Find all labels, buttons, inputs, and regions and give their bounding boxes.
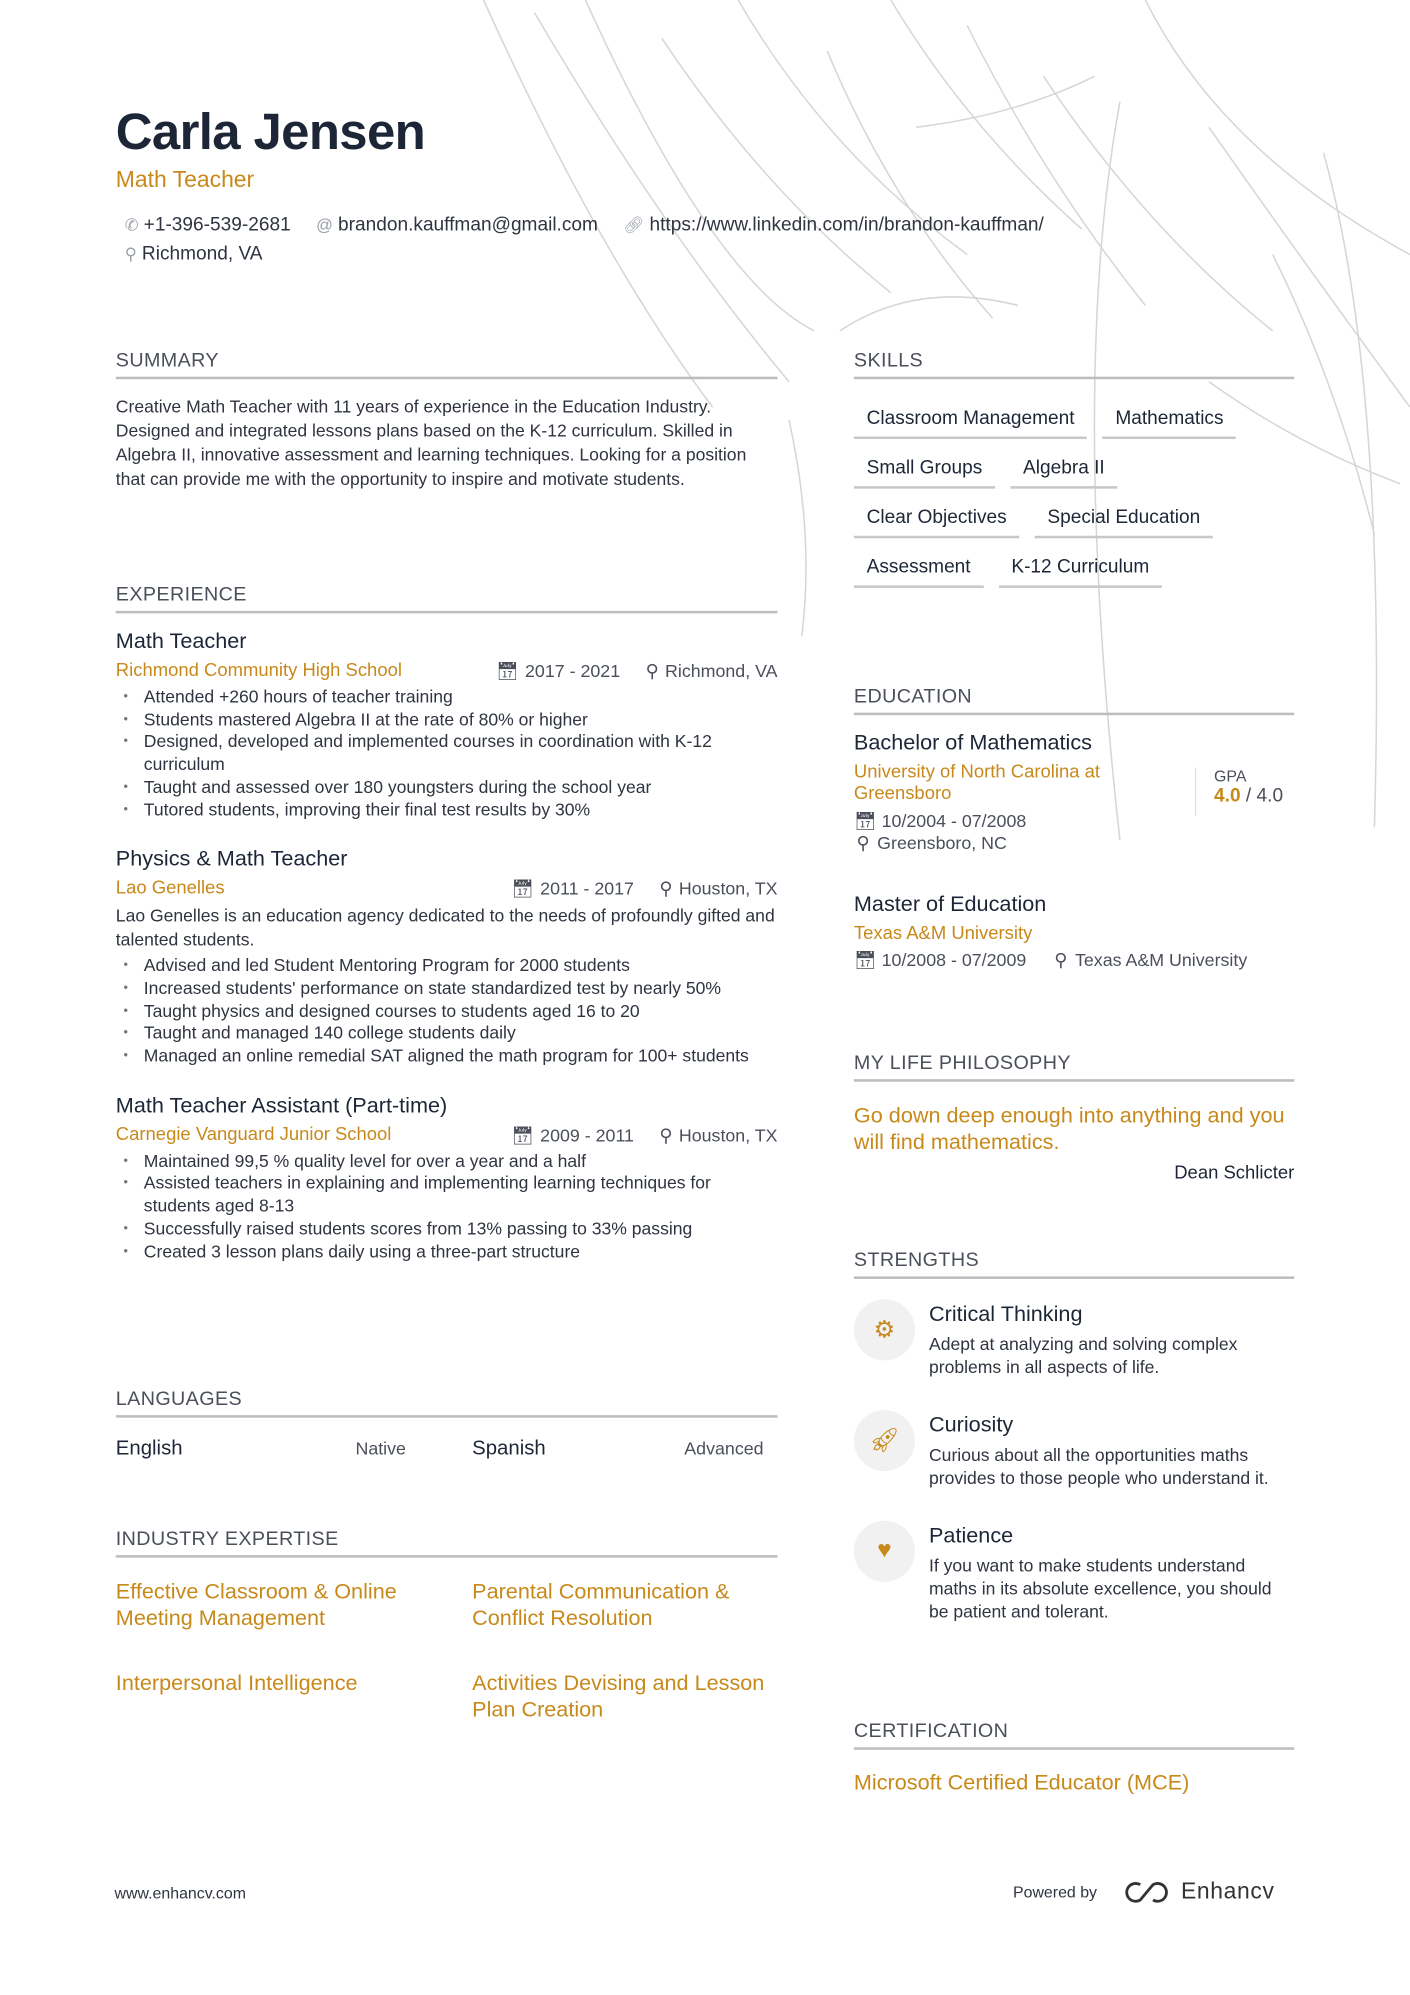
job-location: Houston, TX	[678, 1124, 778, 1146]
job-dates: 2011 - 2017	[540, 878, 634, 899]
calendar-icon: 📅︎	[496, 660, 519, 681]
philosophy-section	[854, 1052, 1294, 1183]
job-bullet: • Tutored students, improving their final test results by 30%	[116, 799, 778, 822]
company: Carnegie Vanguard Junior School	[115, 1124, 392, 1146]
footer-brand[interactable]	[1013, 1878, 1275, 1905]
job-entry	[116, 847, 778, 1068]
calendar-icon: 📅︎	[511, 1124, 534, 1146]
skill-tag: Small Groups	[854, 457, 995, 489]
candidate-role: Math Teacher	[115, 166, 255, 193]
calendar-icon: 📅︎	[853, 949, 877, 970]
link-icon: 🔗︎	[623, 215, 645, 235]
strengths-section	[854, 1250, 1294, 1657]
at-icon: @	[316, 215, 333, 235]
expertise-item: Parental Communication & Conflict Resolution	[472, 1579, 730, 1631]
strength-text: Adept at analyzing and solving complex problems in all aspects of life.	[928, 1334, 1238, 1377]
summary-section	[116, 350, 778, 491]
skills-section	[854, 350, 1294, 588]
job-bullet: • Created 3 lesson plans daily using a three-part structure	[116, 1240, 778, 1263]
company: Lao Genelles	[115, 878, 225, 899]
phone-icon: ✆	[124, 215, 139, 235]
powered-by-label: Powered by	[1012, 1882, 1098, 1901]
school: Texas A&M University	[853, 923, 1033, 945]
skill-tag: Mathematics	[1103, 407, 1237, 439]
calendar-icon: 📅︎	[511, 878, 534, 899]
job-bullet: • Students mastered Algebra II at the rate of 80% or higher	[116, 708, 778, 731]
strength-item	[854, 1523, 1294, 1624]
certification-item: Microsoft Certified Educator (MCE)	[853, 1770, 1190, 1795]
expertise-item: Interpersonal Intelligence	[115, 1670, 358, 1696]
job-bullet: • Assisted teachers in explaining and implementing learning techniques for students aged 8-13	[116, 1173, 778, 1218]
education-section	[854, 686, 1294, 971]
job-bullet: • Advised and led Student Mentoring Program for 2000 students	[116, 955, 778, 978]
language-item: Spanish Advanced	[472, 1438, 764, 1460]
strength-title: Patience	[928, 1523, 1014, 1548]
certification-section	[854, 1721, 1294, 1796]
degree: Bachelor of Mathematics	[853, 730, 1093, 755]
job-dates: 2009 - 2011	[540, 1124, 634, 1146]
job-bullet: • Attended +260 hours of teacher training	[116, 686, 778, 709]
candidate-name: Carla Jensen	[115, 104, 426, 161]
job-entry	[116, 1093, 778, 1263]
location: ⚲ Richmond, VA	[124, 243, 263, 265]
skill-tag: Clear Objectives	[854, 506, 1019, 538]
section-title: LANGUAGES	[116, 1388, 778, 1417]
language-item: English Native	[115, 1438, 406, 1460]
strength-title: Critical Thinking	[928, 1301, 1083, 1327]
location-icon: ⚲	[659, 1124, 673, 1146]
calendar-icon: 📅︎	[853, 810, 877, 832]
rocket-icon: 🚀︎	[854, 1410, 915, 1471]
strength-title: Curiosity	[928, 1412, 1014, 1437]
education-item: Bachelor of Mathematics University of North Carolina at Greensboro 📅︎ 10/2004 - 07/2008 ⚲ Greensboro, NC GPA 4.0 / 4.0	[854, 730, 1294, 853]
location-icon: ⚲	[659, 878, 673, 899]
expertise-item: Activities Devising and Lesson Plan Creation	[472, 1670, 765, 1722]
job-entry	[116, 629, 778, 821]
location-icon: ⚲	[856, 832, 870, 853]
education-item: Master of Education Texas A&M University 📅︎ 10/2008 - 07/2009 ⚲ Texas A&M University	[854, 892, 1294, 971]
job-bullet: • Taught and managed 140 college students daily	[116, 1022, 778, 1045]
skill-tag: Assessment	[854, 556, 983, 588]
location-icon: ⚲	[124, 244, 137, 264]
job-bullet: • Designed, developed and implemented courses in coordination with K-12 curriculum	[116, 731, 778, 776]
quote: Go down deep enough into anything and you will find mathematics.	[853, 1103, 1285, 1155]
job-description: Lao Genelles is an education agency dedicated to the needs of profoundly gifted and talented students.	[115, 906, 775, 950]
strength-item	[854, 1413, 1294, 1491]
job-bullet: • Successfully raised students scores from 13% passing to 33% passing	[116, 1218, 778, 1241]
strength-text: If you want to make students understand maths in its absolute excellence, you should be patient and tolerant.	[928, 1556, 1272, 1622]
contact-info	[116, 214, 1210, 236]
location-icon: ⚲	[1054, 949, 1068, 970]
job-location: Richmond, VA	[664, 660, 778, 681]
job-bullet: • Taught physics and designed courses to students aged 16 to 20	[116, 1000, 778, 1023]
section-title: STRENGTHS	[854, 1250, 1294, 1279]
languages-section	[116, 1388, 778, 1461]
job-title: Math Teacher Assistant (Part-time)	[115, 1092, 448, 1118]
job-title: Physics & Math Teacher	[115, 846, 348, 871]
job-bullet: • Managed an online remedial SAT aligned the math program for 100+ students	[116, 1045, 778, 1068]
section-title: MY LIFE PHILOSOPHY	[854, 1052, 1294, 1081]
email[interactable]: @ brandon.kauffman@gmail.com	[316, 213, 598, 236]
enhancv-logo-icon	[1122, 1879, 1170, 1904]
job-dates: 2017 - 2021	[525, 660, 621, 681]
school: University of North Carolina at Greensboro	[853, 762, 1101, 805]
summary-text: Creative Math Teacher with 11 years of experience in the Education Industry. Designed and integrated lessons plans based on the K-12 curriculum. Skilled in Algebra II, innovative assessment and learning techniques. Looking for a position that can provide me with the opportunity to inspire and motivate students.	[115, 397, 747, 489]
skill-tag: K-12 Curriculum	[999, 556, 1162, 588]
footer-site-link[interactable]: www.enhancv.com	[114, 1884, 246, 1903]
job-bullet: • Taught and assessed over 180 youngsters during the school year	[116, 776, 778, 799]
job-location: Houston, TX	[678, 878, 778, 899]
company: Richmond Community High School	[115, 660, 402, 681]
skill-tag: Special Education	[1035, 506, 1213, 538]
job-title: Math Teacher	[115, 628, 247, 653]
quote-author: Dean Schlicter	[1174, 1163, 1295, 1184]
location-icon: ⚲	[645, 660, 659, 681]
job-bullet: • Maintained 99,5 % quality level for over a year and a half	[116, 1150, 778, 1173]
section-title: SUMMARY	[116, 350, 778, 379]
section-title: CERTIFICATION	[854, 1721, 1294, 1750]
section-title: EXPERIENCE	[116, 584, 778, 613]
section-title: SKILLS	[854, 350, 1294, 379]
experience-section	[116, 584, 778, 1288]
skill-tag: Algebra II	[1010, 457, 1117, 489]
degree: Master of Education	[853, 892, 1047, 917]
strength-item	[854, 1302, 1294, 1380]
skill-tag: Classroom Management	[854, 407, 1087, 439]
job-bullet: • Increased students' performance on state standardized test by nearly 50%	[116, 977, 778, 1000]
section-title: EDUCATION	[854, 686, 1294, 715]
expertise-section	[116, 1528, 778, 1723]
phone: ✆ +1-396-539-2681	[124, 213, 291, 236]
expertise-item: Effective Classroom & Online Meeting Management	[115, 1579, 397, 1631]
hand-heart-icon: ♥	[854, 1521, 915, 1582]
linkedin-link[interactable]: 🔗︎ https://www.linkedin.com/in/brandon-kauffman/	[623, 213, 1044, 236]
strength-text: Curious about all the opportunities maths provides to those people who understand it.	[928, 1445, 1269, 1488]
header	[116, 104, 1210, 264]
gpa: GPA 4.0 / 4.0	[1195, 767, 1283, 815]
gears-icon: ⚙	[854, 1299, 915, 1360]
brand-name: Enhancv	[1180, 1878, 1275, 1904]
section-title: INDUSTRY EXPERTISE	[116, 1528, 778, 1557]
